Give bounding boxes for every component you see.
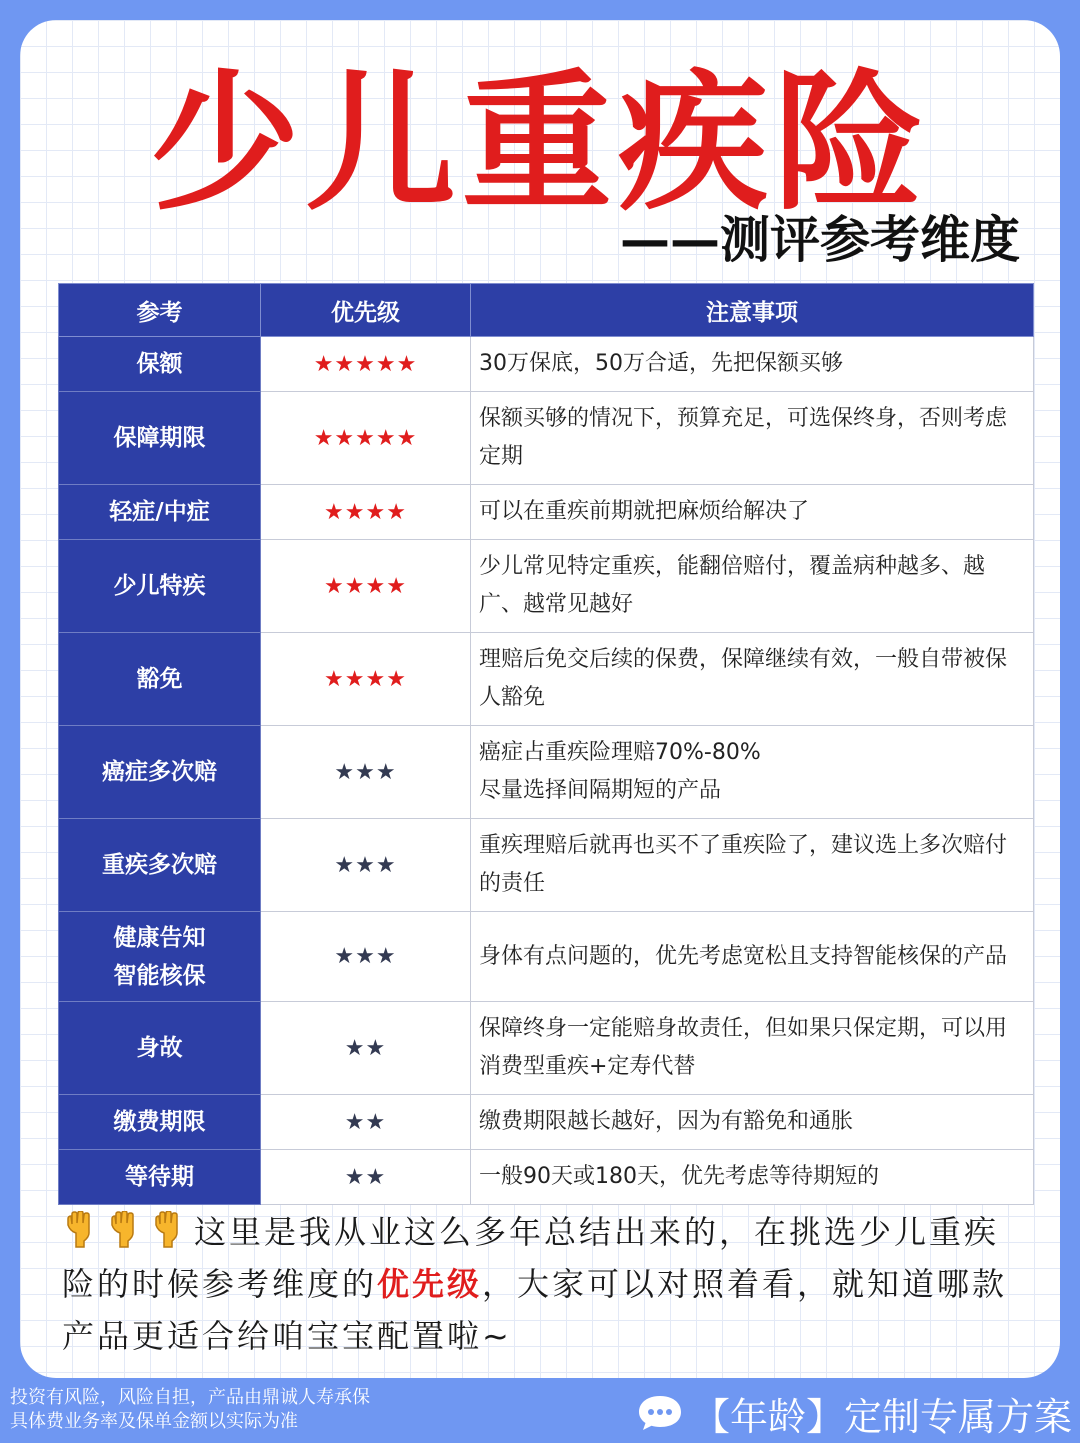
priority-stars: ★★★★★ [261,392,471,485]
row-note: 缴费期限越长越好，因为有豁免和通胀 [471,1095,1034,1150]
summary-text: 这里是我从业这么多年总结出来的，在挑选少儿重疾险的时候参考维度的 [62,1213,1000,1303]
priority-stars: ★★★★ [261,633,471,726]
row-note: 可以在重疾前期就把麻烦给解决了 [471,485,1034,540]
table-row [59,392,1034,485]
row-note: 30万保底，50万合适，先把保额买够 [471,337,1034,392]
header-reference: 参考 [59,284,261,337]
chat-bubble-icon [636,1393,684,1433]
header-notes: 注意事项 [471,284,1034,337]
page-title: 少儿重疾险 [149,57,930,231]
priority-stars: ★★ [261,1150,471,1205]
custom-plan-label: 【年龄】定制专属方案 [691,1394,1072,1439]
custom-plan-link[interactable] [636,1388,1072,1438]
content-card [20,20,1060,1378]
disclaimer-line: 投资有风险，风险自担，产品由鼎诚人寿承保 [10,1387,370,1408]
priority-stars: ★★★★ [261,540,471,633]
priority-stars: ★★★ [261,819,471,912]
summary-text-end: ，大家可以对照着看，就知道哪款产品更适合给咱宝宝配置啦~ [62,1265,1008,1355]
disclaimer [10,1386,370,1434]
table-row [59,912,1034,1002]
table-row [59,1002,1034,1095]
priority-stars: ★★★ [261,726,471,819]
row-note: 理赔后免交后续的保费，保障继续有效，一般自带被保人豁免 [471,633,1034,726]
pointing-down-icon [106,1211,140,1249]
highlight-text: 优先级 [377,1265,483,1303]
pointing-down-icon [62,1211,96,1249]
table-row [59,633,1034,726]
row-reference: 等待期 [59,1150,261,1205]
header-priority: 优先级 [261,284,471,337]
disclaimer-line: 具体费业务率及保单金额以实际为准 [10,1411,298,1432]
row-reference: 轻症/中症 [59,485,261,540]
row-reference: 重疾多次赔 [59,819,261,912]
row-note: 癌症占重疾险理赔70%-80% 尽量选择间隔期短的产品 [471,726,1034,819]
row-reference: 保额 [59,337,261,392]
priority-stars: ★★★★ [261,485,471,540]
table-row [59,1150,1034,1205]
row-note: 一般90天或180天，优先考虑等待期短的 [471,1150,1034,1205]
table-row [59,819,1034,912]
summary-paragraph [62,1206,1022,1362]
row-reference: 保障期限 [59,392,261,485]
table-header-row [59,284,1034,337]
row-note: 保障终身一定能赔身故责任，但如果只保定期，可以用消费型重疾+定寿代替 [471,1002,1034,1095]
priority-stars: ★★ [261,1095,471,1150]
table-row [59,726,1034,819]
priority-stars: ★★ [261,1002,471,1095]
row-note: 身体有点问题的，优先考虑宽松且支持智能核保的产品 [471,912,1034,1002]
row-note: 保额买够的情况下，预算充足，可选保终身，否则考虑定期 [471,392,1034,485]
row-note: 少儿常见特定重疾，能翻倍赔付，覆盖病种越多、越广、越常见越好 [471,540,1034,633]
row-reference: 缴费期限 [59,1095,261,1150]
priority-stars: ★★★ [261,912,471,1002]
row-reference: 豁免 [59,633,261,726]
row-reference: 健康告知 智能核保 [59,912,261,1002]
table-row [59,337,1034,392]
row-reference: 少儿特疾 [59,540,261,633]
row-reference: 癌症多次赔 [59,726,261,819]
page-subtitle: ——测评参考维度 [620,211,1020,269]
row-note: 重疾理赔后就再也买不了重疾险了，建议选上多次赔付的责任 [471,819,1034,912]
pointing-down-icon [150,1211,184,1249]
table-row [59,485,1034,540]
table-row [59,540,1034,633]
evaluation-table [58,283,1034,1205]
priority-stars: ★★★★★ [261,337,471,392]
table-row [59,1095,1034,1150]
row-reference: 身故 [59,1002,261,1095]
